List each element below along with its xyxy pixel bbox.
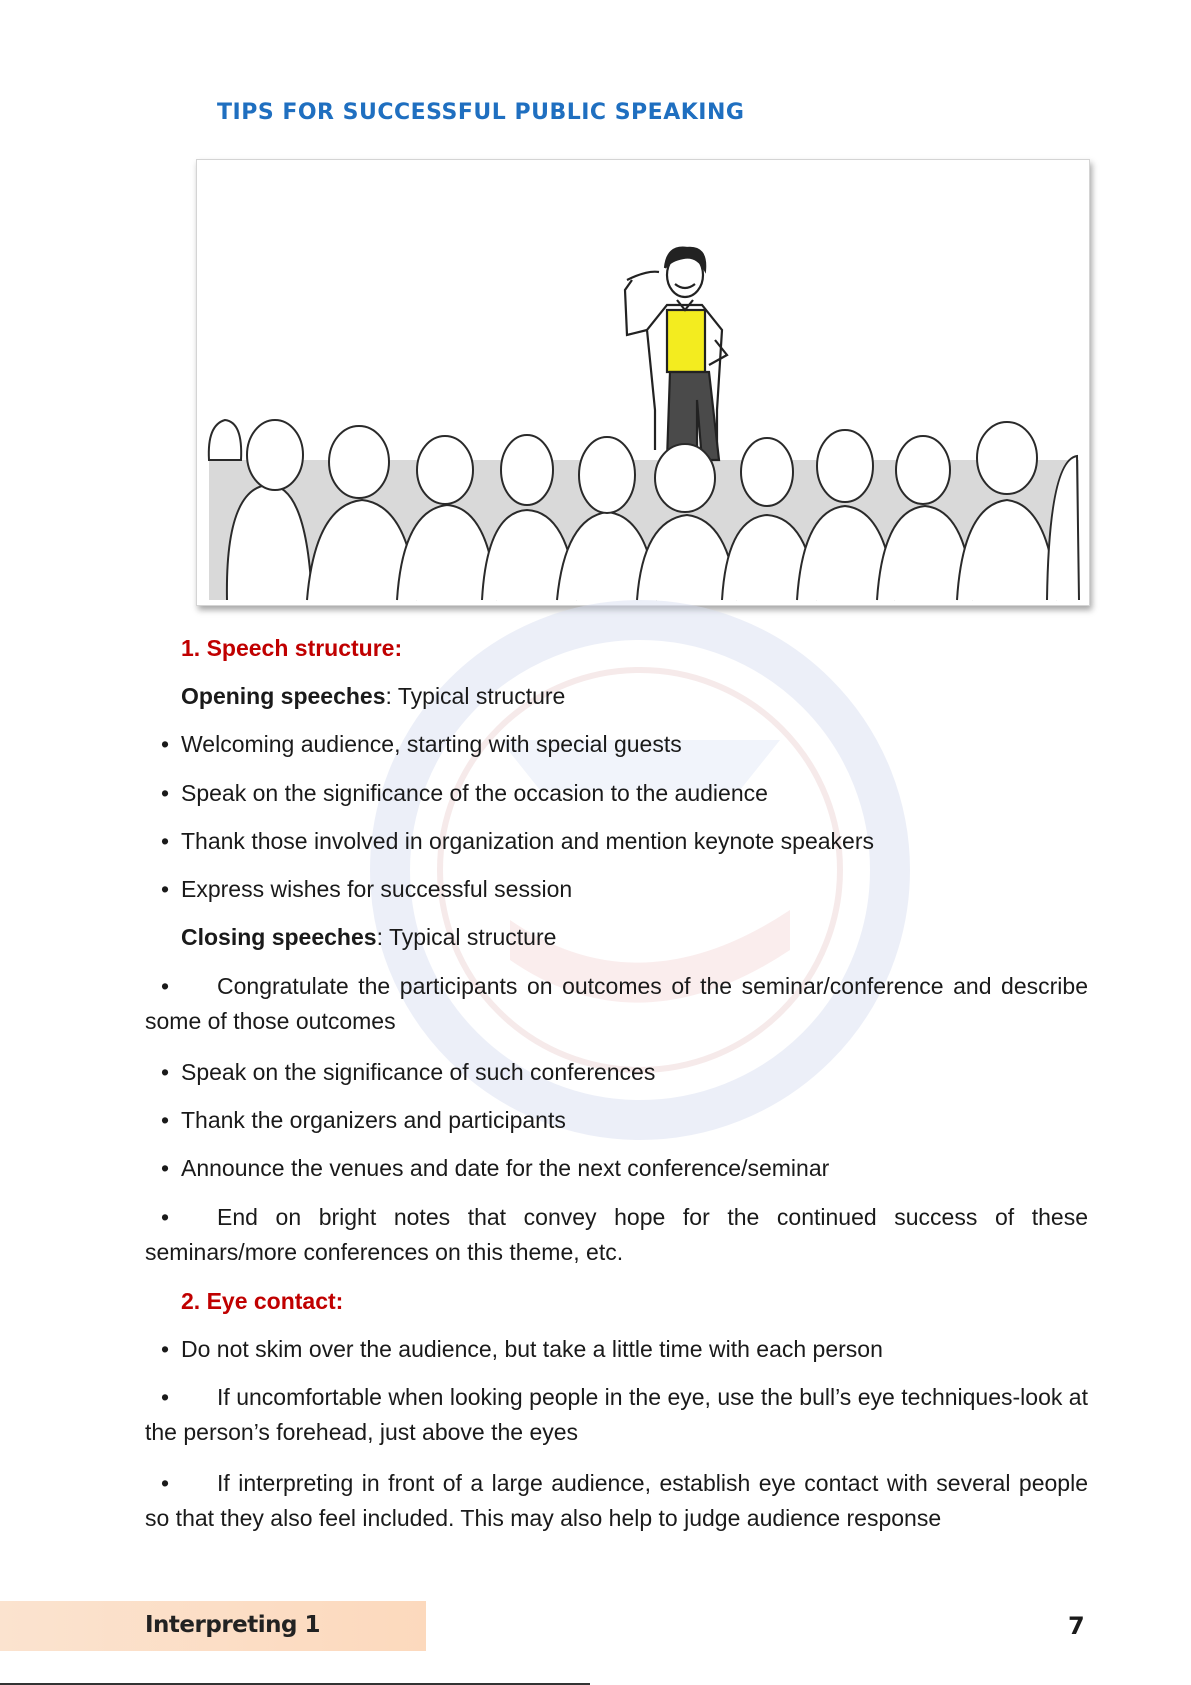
speaker-figure [625,248,727,460]
list-item: • Thank the organizers and participants [181,1103,566,1138]
list-item: • Do not skim over the audience, but take a little time with each person [181,1332,883,1367]
section-heading-speech-structure: 1. Speech structure: [181,635,403,661]
opening-speeches-title: Opening speeches [181,683,386,709]
bullet-icon: • [161,1204,170,1230]
list-item-text: If uncomfortable when looking people in the eye, use the bull’s eye techniques-look at the person’s forehead, just above the eyes [145,1384,1088,1445]
opening-speeches-suffix: : Typical structure [385,683,566,709]
list-item: • Welcoming audience, starting with special guests [181,727,682,762]
public-speaking-illustration [196,159,1090,606]
list-item: • Speak on the significance of such conferences [181,1055,655,1090]
bullet-icon: • [161,1470,170,1496]
list-item [145,969,1088,1039]
list-item [145,1466,1088,1536]
closing-speeches-label [181,920,556,955]
bullet-icon: • [161,973,170,999]
closing-speeches-suffix: : Typical structure [376,924,557,950]
bullet-icon: • [161,1384,170,1410]
footer-course-label: Interpreting 1 [145,1612,321,1638]
closing-speeches-title: Closing speeches [181,924,377,950]
list-item: • Speak on the significance of the occasion to the audience [181,776,768,811]
speaker-and-audience-drawing [197,160,1089,605]
list-item-text: If interpreting in front of a large audience, establish eye contact with several people so that they also feel included. This may also help to judge audience response [145,1470,1088,1531]
list-item-text: End on bright notes that convey hope for the continued success of these seminars/more conferences on this theme, etc. [145,1204,1088,1265]
list-item: • Announce the venues and date for the next conference/seminar [181,1151,829,1186]
opening-speeches-label [181,679,565,714]
page-number: 7 [1068,1612,1085,1640]
list-item [145,1200,1088,1270]
list-item-text: Congratulate the participants on outcomes of the seminar/conference and describe some of those outcomes [145,973,1088,1034]
list-item: • Express wishes for successful session [181,872,572,907]
section-heading-eye-contact: 2. Eye contact: [181,1288,344,1314]
page-title: TIPS FOR SUCCESSFUL PUBLIC SPEAKING [217,100,745,125]
list-item: • Thank those involved in organization and mention keynote speakers [181,824,874,859]
list-item [145,1380,1088,1450]
